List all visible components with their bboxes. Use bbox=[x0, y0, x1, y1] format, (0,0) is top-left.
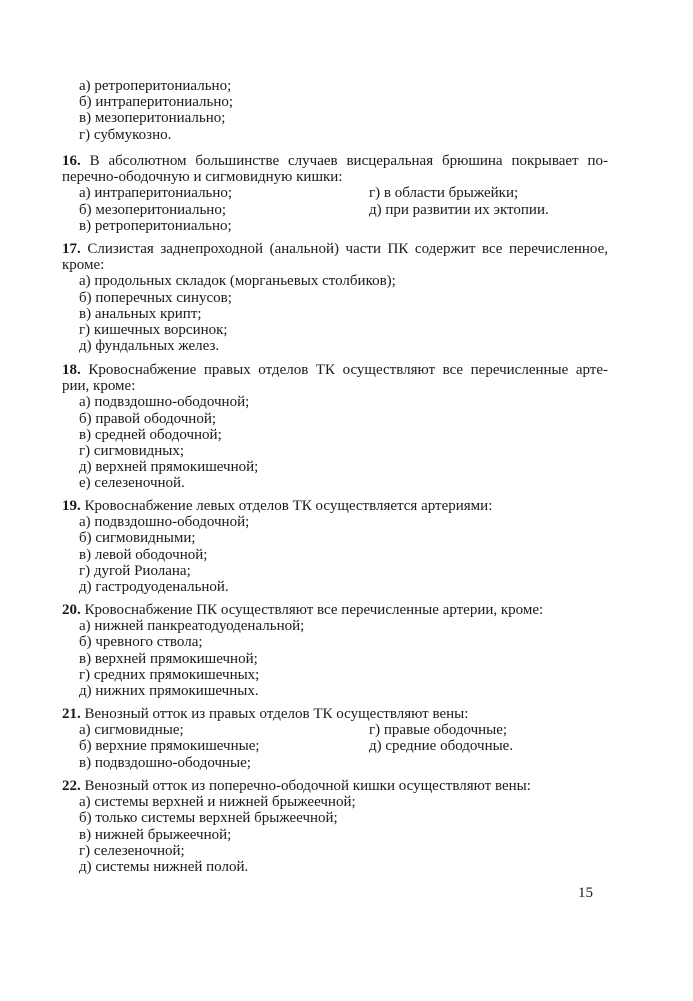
option: б) интраперитониально; bbox=[79, 94, 234, 111]
option: а) ретроперитониально; bbox=[79, 78, 232, 94]
question-number: 21. bbox=[62, 706, 81, 722]
option: а) интраперитониально; bbox=[79, 185, 233, 202]
option: г) субмукозно. bbox=[79, 126, 172, 143]
option: г) кишечных ворсинок; bbox=[79, 322, 228, 339]
question-line: В абсолютном большинстве случаев висцеральная брюшина покрывает по- bbox=[89, 153, 608, 169]
option-row bbox=[62, 722, 608, 738]
option-row bbox=[62, 755, 608, 771]
option: в) средней ободочной; bbox=[79, 426, 222, 443]
previous-question-options bbox=[62, 78, 608, 143]
question-number: 17. bbox=[62, 241, 81, 257]
option: г) сигмовидных; bbox=[79, 443, 185, 460]
question-number: 22. bbox=[62, 778, 81, 794]
question-line: перечно-ободочную и сигмовидную кишки: bbox=[62, 169, 343, 186]
option: б) чревного ствола; bbox=[79, 634, 203, 651]
option: г) правые ободочные; bbox=[369, 722, 508, 739]
question-line: Слизистая заднепроходной (анальной) части ПК содержит все перечисленное, bbox=[87, 241, 609, 257]
question-line: Венозный отток из правых отделов ТК осуществляют вены: bbox=[84, 706, 469, 722]
option-row bbox=[62, 185, 608, 201]
option: в) левой ободочной; bbox=[79, 546, 208, 563]
page-number: 15 bbox=[578, 885, 593, 901]
option: б) правой ободочной; bbox=[79, 410, 217, 427]
question-18 bbox=[62, 362, 608, 492]
option: в) мезоперитониально; bbox=[79, 110, 226, 127]
option: б) сигмовидными; bbox=[79, 530, 196, 547]
question-line: рии, кроме: bbox=[62, 378, 136, 395]
question-text bbox=[62, 362, 608, 378]
option: г) в области брыжейки; bbox=[369, 185, 519, 202]
question-number: 16. bbox=[62, 153, 81, 169]
question-text bbox=[62, 706, 608, 722]
option: е) селезеночной. bbox=[79, 475, 185, 492]
question-21 bbox=[62, 706, 608, 771]
option: д) средние ободочные. bbox=[369, 738, 514, 755]
option: г) дугой Риолана; bbox=[79, 562, 191, 579]
option: д) системы нижней полой. bbox=[79, 859, 249, 876]
option-row bbox=[62, 202, 608, 218]
question-text bbox=[62, 602, 608, 618]
option: б) мезоперитониально; bbox=[79, 201, 226, 218]
option-row bbox=[62, 738, 608, 754]
question-19 bbox=[62, 498, 608, 595]
question-number: 20. bbox=[62, 602, 81, 618]
option: в) ретроперитониально; bbox=[79, 217, 232, 234]
question-text bbox=[62, 153, 608, 169]
option: в) анальных крипт; bbox=[79, 305, 202, 322]
option: а) подвздошно-ободочной; bbox=[79, 514, 250, 531]
question-text bbox=[62, 778, 608, 794]
option: а) нижней панкреатодуоденальной; bbox=[79, 618, 305, 635]
option: в) подвздошно-ободочные; bbox=[79, 754, 251, 771]
option: а) системы верхней и нижней брыжеечной; bbox=[79, 794, 356, 811]
question-number: 19. bbox=[62, 498, 81, 514]
option: г) селезеночной; bbox=[79, 842, 185, 859]
option: в) нижней брыжеечной; bbox=[79, 826, 232, 843]
option: а) сигмовидные; bbox=[79, 722, 184, 739]
option: д) при развитии их эктопии. bbox=[369, 201, 549, 218]
option-row bbox=[62, 218, 608, 234]
question-line: Кровоснабжение левых отделов ТК осуществляется артериями: bbox=[84, 498, 493, 514]
option: б) поперечных синусов; bbox=[79, 289, 232, 306]
question-line: Кровоснабжение ПК осуществляют все перечисленные артерии, кроме: bbox=[84, 602, 544, 618]
question-22 bbox=[62, 778, 608, 875]
option: д) верхней прямокишечной; bbox=[79, 459, 259, 476]
question-20 bbox=[62, 602, 608, 699]
option: д) нижних прямокишечных. bbox=[79, 683, 259, 700]
option: б) только системы верхней брыжеечной; bbox=[79, 810, 338, 827]
question-17 bbox=[62, 241, 608, 354]
question-text bbox=[62, 498, 608, 514]
option: д) гастродуоденальной. bbox=[79, 579, 229, 596]
option: д) фундальных желез. bbox=[79, 338, 220, 355]
question-line: Кровоснабжение правых отделов ТК осуществляют все перечисленные арте- bbox=[88, 362, 609, 378]
question-line: кроме: bbox=[62, 257, 105, 274]
question-number: 18. bbox=[62, 362, 81, 378]
option: а) подвздошно-ободочной; bbox=[79, 394, 250, 411]
question-text bbox=[62, 241, 608, 257]
question-line: Венозный отток из поперечно-ободочной кишки осуществляют вены: bbox=[84, 778, 531, 794]
option: б) верхние прямокишечные; bbox=[79, 738, 260, 755]
option: а) продольных складок (морганьевых столбиков); bbox=[79, 273, 396, 290]
question-16 bbox=[62, 153, 608, 234]
option: г) средних прямокишечных; bbox=[79, 666, 260, 683]
option: в) верхней прямокишечной; bbox=[79, 650, 258, 667]
